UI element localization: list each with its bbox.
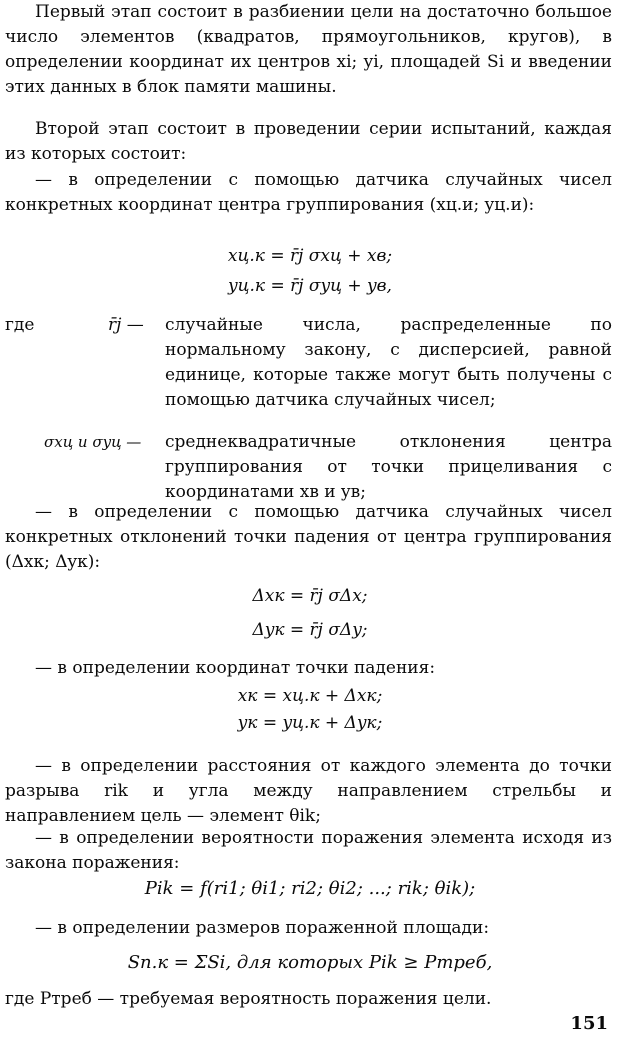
formula-xk: xк = xц.к + Δxк; — [237, 686, 383, 706]
paragraph-distance-angle — [0, 754, 620, 829]
formula-dyk: Δyк = r̄j σΔy; — [252, 620, 368, 640]
paragraph-impact-deviation — [0, 500, 620, 575]
paragraph-text: — в определении координат точки падения: — [35, 658, 436, 678]
definition-text: случайные числа, распределенные по нормальному закону, с дисперсией, равной единице, которые также могут быть получены с помощью датчика случайных чисел; — [165, 315, 618, 410]
paragraph-text: — в определении вероятности поражения элемента исходя из закона поражения: — [5, 828, 618, 873]
formula-area: Sп.к = ΣSi, для которых Pik ≥ Pтреб, — [127, 952, 493, 973]
formula-dxk: Δxк = r̄j σΔx; — [252, 586, 368, 606]
paragraph-text: — в определении расстояния от каждого элемента до точки разрыва rik и угла между направлением стрельбы и направлением цель — элемент θik; — [5, 756, 618, 826]
where-label: где — [5, 315, 35, 335]
paragraph-text: — в определении с помощью датчика случайных чисел конкретных отклонений точки падения от центра группирования (Δxк; Δyк): — [5, 502, 618, 572]
paragraph-text: где Pтреб — требуемая вероятность поражения цели. — [5, 989, 492, 1009]
definition-sigma — [0, 430, 620, 506]
formula-yk: yк = yц.к + Δyк; — [237, 713, 383, 733]
paragraph-damaged-area — [0, 916, 620, 941]
paragraph-required-probability — [0, 987, 620, 1012]
paragraph-group-center — [0, 168, 620, 218]
paragraph-text: Второй этап состоит в проведении серии испытаний, каждая из которых состоит: — [5, 119, 618, 164]
formula-ycc: yц.к = r̄j σyц + yв, — [228, 276, 392, 296]
paragraph-first-stage — [0, 0, 620, 100]
paragraph-impact-coords — [0, 656, 620, 681]
page-number: 151 — [570, 1013, 608, 1034]
formula-pik: Pik = f(ri1; θi1; ri2; θi2; ...; rik; θik); — [144, 878, 476, 899]
formula-xcc: xц.к = r̄j σxц + xв; — [227, 246, 393, 266]
paragraph-kill-probability — [0, 826, 620, 876]
paragraph-text: — в определении размеров пораженной площади: — [35, 918, 490, 938]
paragraph-text: Первый этап состоит в разбиении цели на достаточно большое число элементов (квадратов, прямоугольников, кругов), в определении координат их центров xi; yi, площадей Si и введении этих данных в блок памяти машины. — [5, 2, 618, 97]
definition-term: r̄j — — [108, 315, 144, 335]
definition-rj — [0, 313, 620, 441]
definition-term: σxц и σyц — — [44, 433, 142, 451]
paragraph-text: — в определении с помощью датчика случайных чисел конкретных координат центра группирования (xц.и; yц.и): — [5, 170, 618, 215]
paragraph-second-stage — [0, 117, 620, 167]
definition-text: среднеквадратичные отклонения центра группирования от точки прицеливания с координатами xв и yв; — [165, 432, 618, 502]
